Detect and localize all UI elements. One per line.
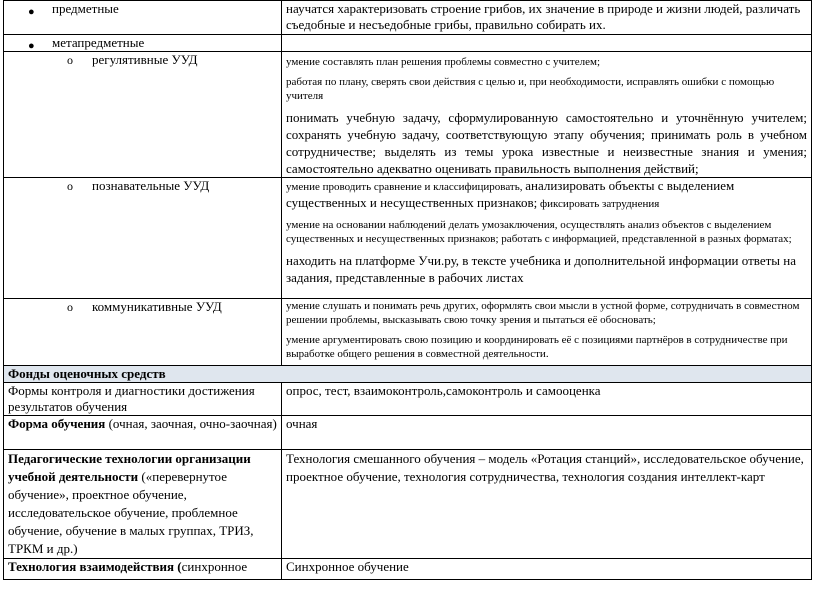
cognitive-p1 — [286, 178, 807, 212]
bullet-icon: ● — [28, 40, 35, 52]
row-cognitive — [4, 178, 812, 299]
cell-interaction-label — [4, 559, 282, 580]
cognitive-p1c: фиксировать затруднения — [539, 198, 660, 210]
cell-subject-label — [4, 1, 282, 35]
row-interaction — [4, 559, 812, 580]
row-subject — [4, 1, 812, 35]
cell-regulative-label — [4, 52, 282, 178]
cognitive-label: познавательные УУД — [92, 178, 210, 193]
row-control — [4, 383, 812, 416]
row-metasubject — [4, 35, 812, 52]
subject-label: предметные — [52, 1, 119, 16]
regulative-label: регулятивные УУД — [92, 52, 198, 67]
control-label: Формы контроля и диагностики достижения результатов обучения — [4, 383, 282, 416]
interaction-value: Синхронное обучение — [282, 559, 812, 580]
cognitive-p1b: анализировать объекты с выделением существенных и несущественных признаков; — [286, 178, 735, 210]
regulative-p3: понимать учебную задачу, сформулированную самостоятельно и уточнённую учителем; сохранять учебную задачу, соответствующую этапу обучения; принимать роль в учебном сотрудничестве; выделять из темы урока известные и неизвестные знания и умения; самостоятельно адекватно оценивать правильность выполнения действий; — [286, 110, 807, 176]
form-value: очная — [282, 416, 812, 450]
cell-regulative-text — [282, 52, 812, 178]
cognitive-p1a: умение проводить сравнение и классифицировать, — [286, 181, 523, 193]
regulative-p1: умение составлять план решения проблемы совместно с учителем; — [286, 56, 600, 68]
communicative-label: коммуникативные УУД — [92, 299, 222, 314]
row-regulative — [4, 52, 812, 178]
cell-form-label — [4, 416, 282, 450]
row-ped-tech — [4, 450, 812, 559]
interaction-label-bold: Технология взаимодействия ( — [8, 559, 182, 574]
communicative-p2: умение аргументировать свою позицию и координировать её с позициями партнёров в сотрудничестве при выработке общего решения в совместной деятельности. — [286, 334, 788, 360]
lesson-plan-table — [3, 0, 812, 580]
row-form — [4, 416, 812, 450]
form-label-bold: Форма обучения — [8, 416, 106, 431]
cognitive-p3: находить на платформе Учи.ру, в тексте учебника и дополнительной информации ответы на задания, представленные в рабочих листах — [286, 253, 796, 285]
cognitive-p2: умение на основании наблюдений делать умозаключения, осуществлять анализ объектов с выделением существенных и несущественных признаков; работать с информацией, представленной в разных форматах; — [286, 219, 792, 245]
cell-cognitive-label — [4, 178, 282, 299]
ped-tech-label-bold: Педагогические технологии организации учебной деятельности — [8, 451, 251, 484]
interaction-label-rest: синхронное — [181, 559, 248, 574]
circle-bullet-icon: o — [67, 53, 73, 67]
row-communicative — [4, 299, 812, 366]
metasubject-empty — [282, 35, 812, 52]
circle-bullet-icon: o — [67, 300, 73, 314]
metasubject-label: метапредметные — [52, 35, 145, 50]
form-label-rest: (очная, заочная, очно-заочная) — [105, 416, 277, 431]
bullet-icon: ● — [28, 6, 35, 18]
ped-tech-label-rest: («перевернутое обучение», проектное обучение, исследовательское обучение, проблемное обучение, обучение в малых группах, ТРИЗ, ТРКМ и др.) — [8, 469, 254, 556]
cell-cognitive-text — [282, 178, 812, 299]
cell-metasubject-label — [4, 35, 282, 52]
subject-text: научатся характеризовать строение грибов, их значение в природе и жизни людей, различать съедобные и несъедобные грибы, правильно собирать их. — [282, 1, 812, 35]
funds-header: Фонды оценочных средств — [4, 366, 812, 383]
communicative-p1: умение слушать и понимать речь других, оформлять свои мысли в устной форме, сотрудничать в совместном решении проблемы, высказывать свою точку зрения и пытаться её обосновать; — [286, 300, 800, 326]
control-value: опрос, тест, взаимоконтроль,самоконтроль и самооценка — [282, 383, 812, 416]
regulative-p2: работая по плану, сверять свои действия с целью и, при необходимости, исправлять ошибки с помощью учителя — [286, 76, 775, 102]
row-funds-header — [4, 366, 812, 383]
cell-communicative-text — [282, 299, 812, 366]
ped-tech-value: Технология смешанного обучения – модель «Ротация станций», исследовательское обучение, проектное обучение, технология сотрудничества, технология создания интеллект-карт — [282, 450, 812, 559]
cell-ped-tech-label — [4, 450, 282, 559]
cell-communicative-label — [4, 299, 282, 366]
circle-bullet-icon: o — [67, 179, 73, 193]
